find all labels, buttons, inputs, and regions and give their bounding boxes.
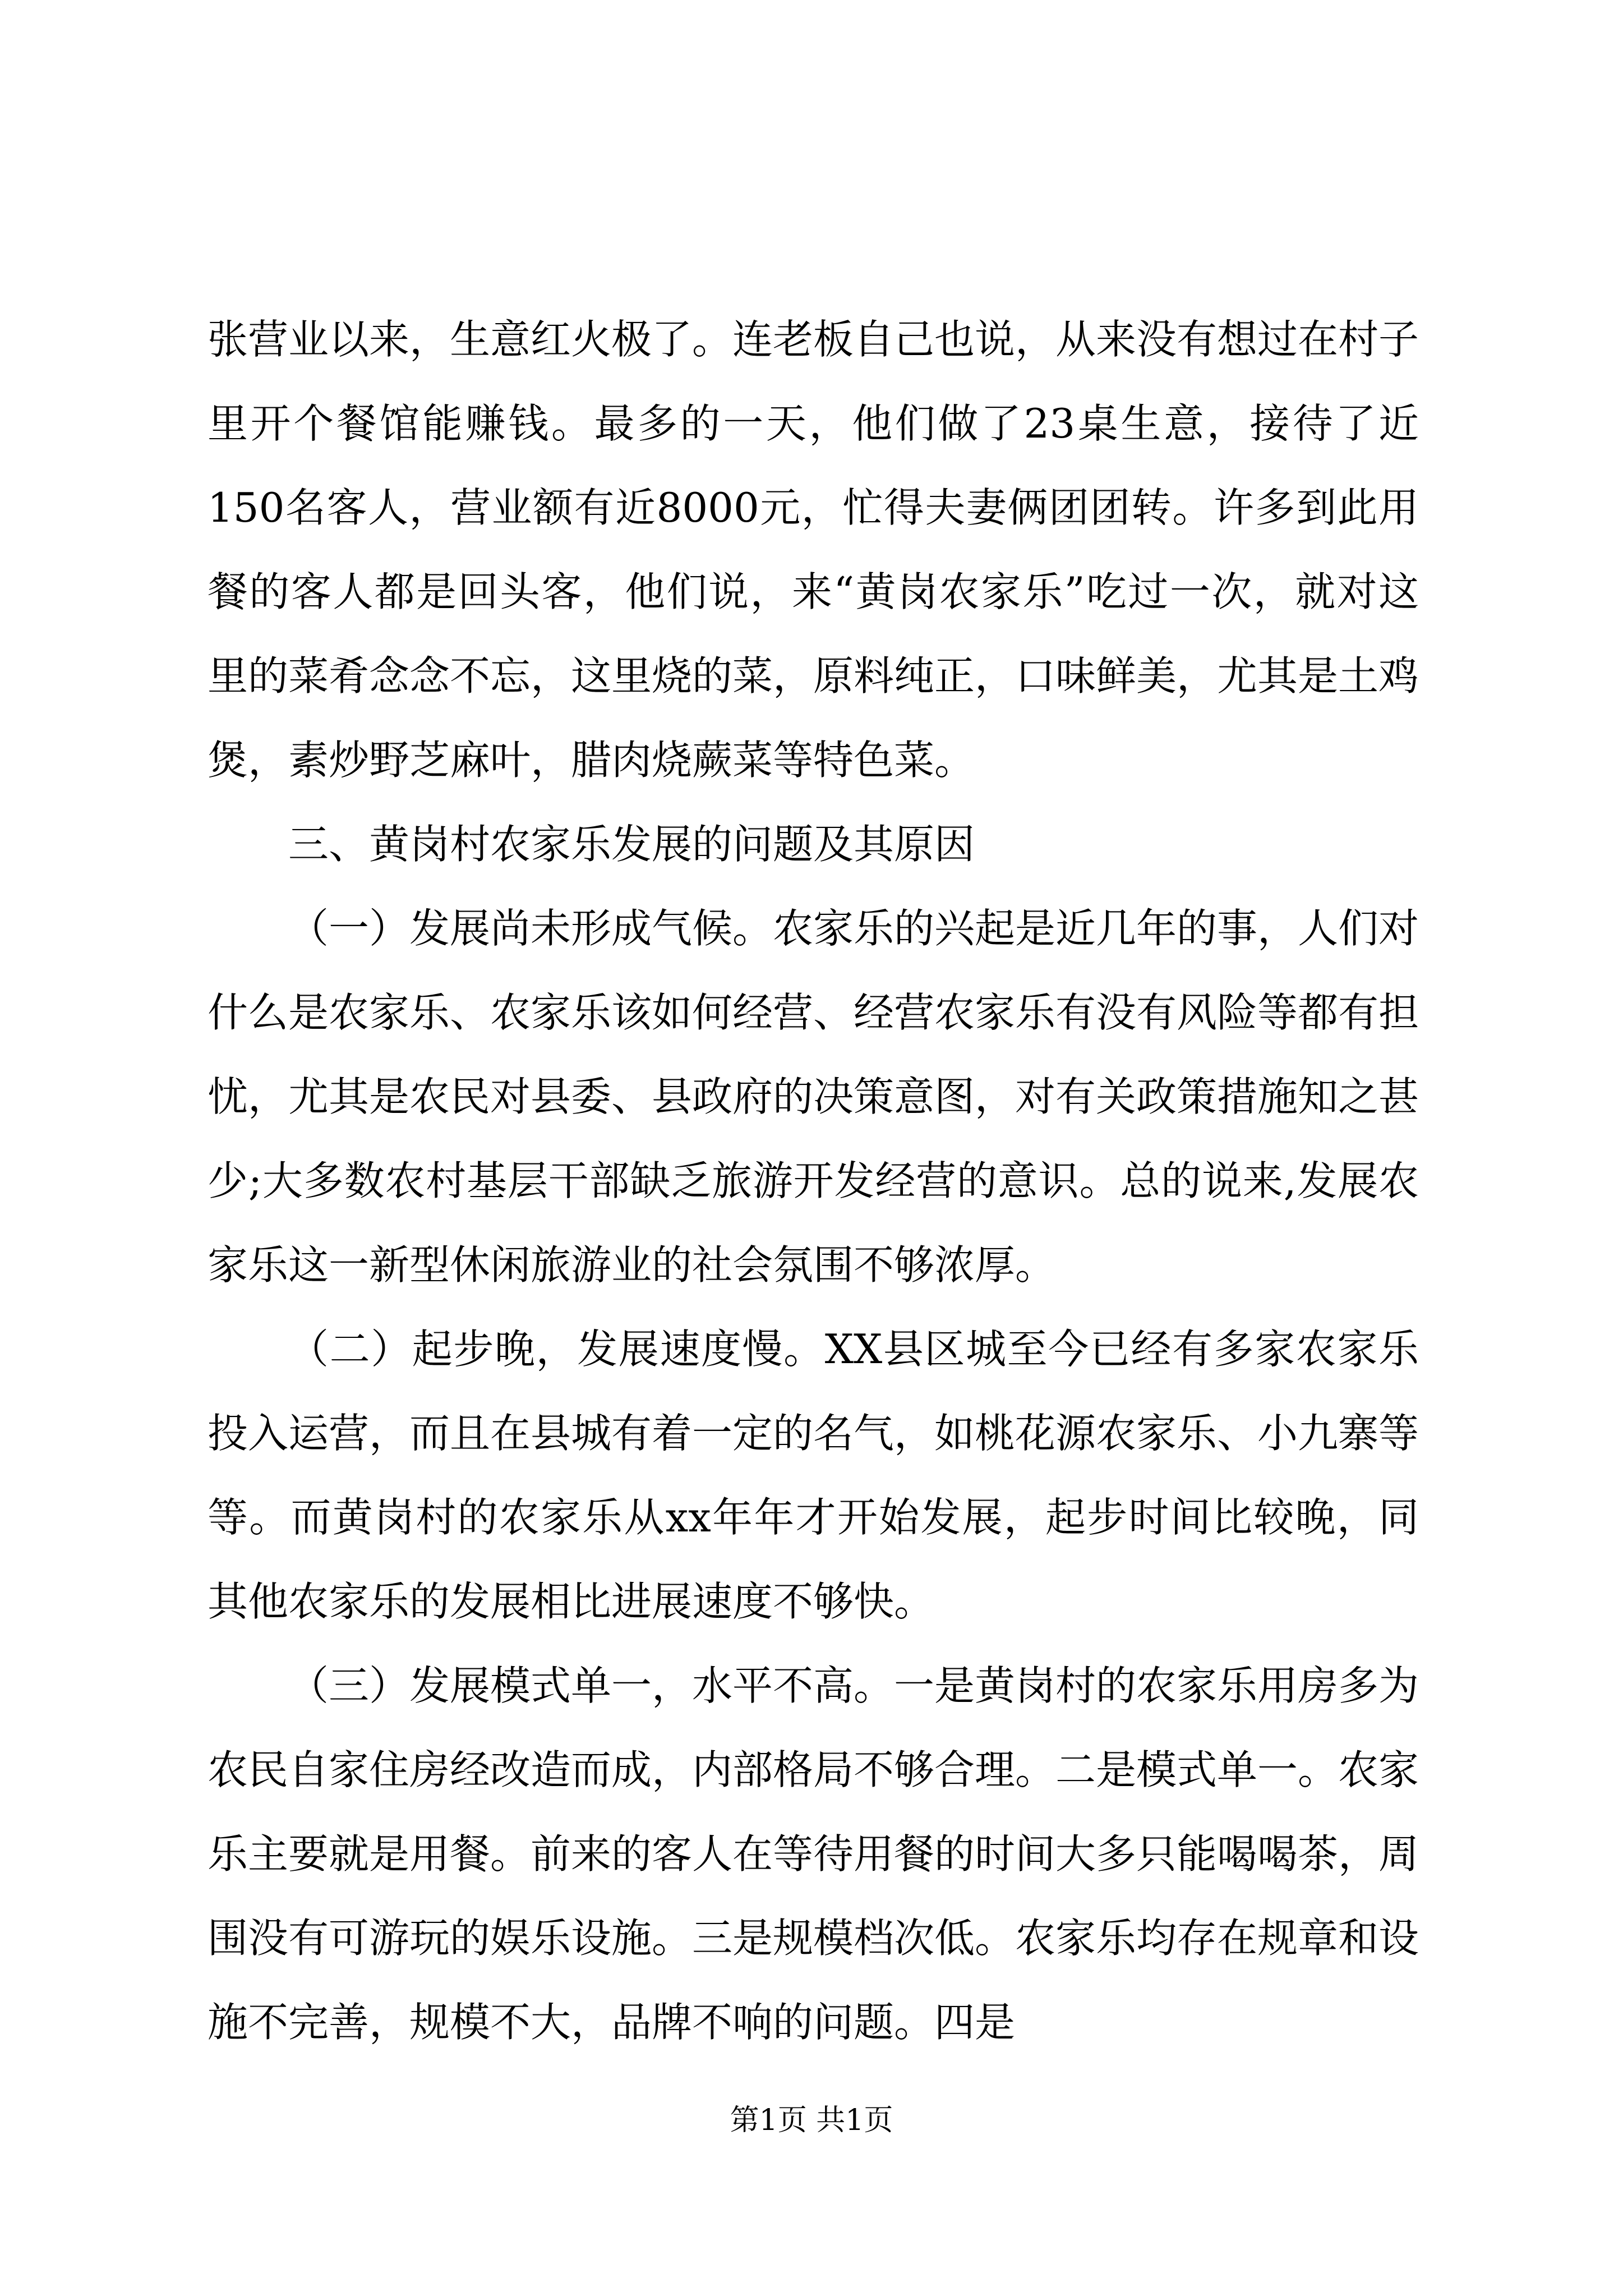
document-body [208, 297, 1419, 2064]
paragraph-continuation: 张营业以来，生意红火极了。连老板自己也说，从来没有想过在村子里开个餐馆能赚钱。最多的一天，他们做了23桌生意，接待了近150名客人，营业额有近8000元，忙得夫妻俩团团转。许多到此用餐的客人都是回头客，他们说，来“黄岗农家乐”吃过一次，就对这里的菜肴念念不忘，这里烧的菜，原料纯正，口味鲜美，尤其是土鸡煲，素炒野芝麻叶，腊肉烧蕨菜等特色菜。 [208, 316, 1419, 784]
paragraph-item-3: （三）发展模式单一，水平不高。一是黄岗村的农家乐用房多为农民自家住房经改造而成，内部格局不够合理。二是模式单一。农家乐主要就是用餐。前来的客人在等待用餐的时间大多只能喝喝茶，周围没有可游玩的娱乐设施。三是规模档次低。农家乐均存在规章和设施不完善，规模不大，品牌不响的问题。四是 [208, 1662, 1419, 2046]
page-footer: 第1页 共1页 [730, 2104, 893, 2137]
paragraph-item-2: （二）起步晚，发展速度慢。XX县区城至今已经有多家农家乐投入运营，而且在县城有着一定的名气，如桃花源农家乐、小九寨等等。而黄岗村的农家乐从xx年年才开始发展，起步时间比较晚，同其他农家乐的发展相比进展速度不够快。 [208, 1326, 1419, 1625]
paragraph-item-1: （一）发展尚未形成气候。农家乐的兴起是近几年的事，人们对什么是农家乐、农家乐该如何经营、经营农家乐有没有风险等都有担忧，尤其是农民对县委、县政府的决策意图，对有关政策措施知之甚少;大多数农村基层干部缺乏旅游开发经营的意识。总的说来,发展农家乐这一新型休闲旅游业的社会氛围不够浓厚。 [208, 905, 1419, 1289]
section-heading: 三、黄岗村农家乐发展的问题及其原因 [288, 821, 975, 868]
